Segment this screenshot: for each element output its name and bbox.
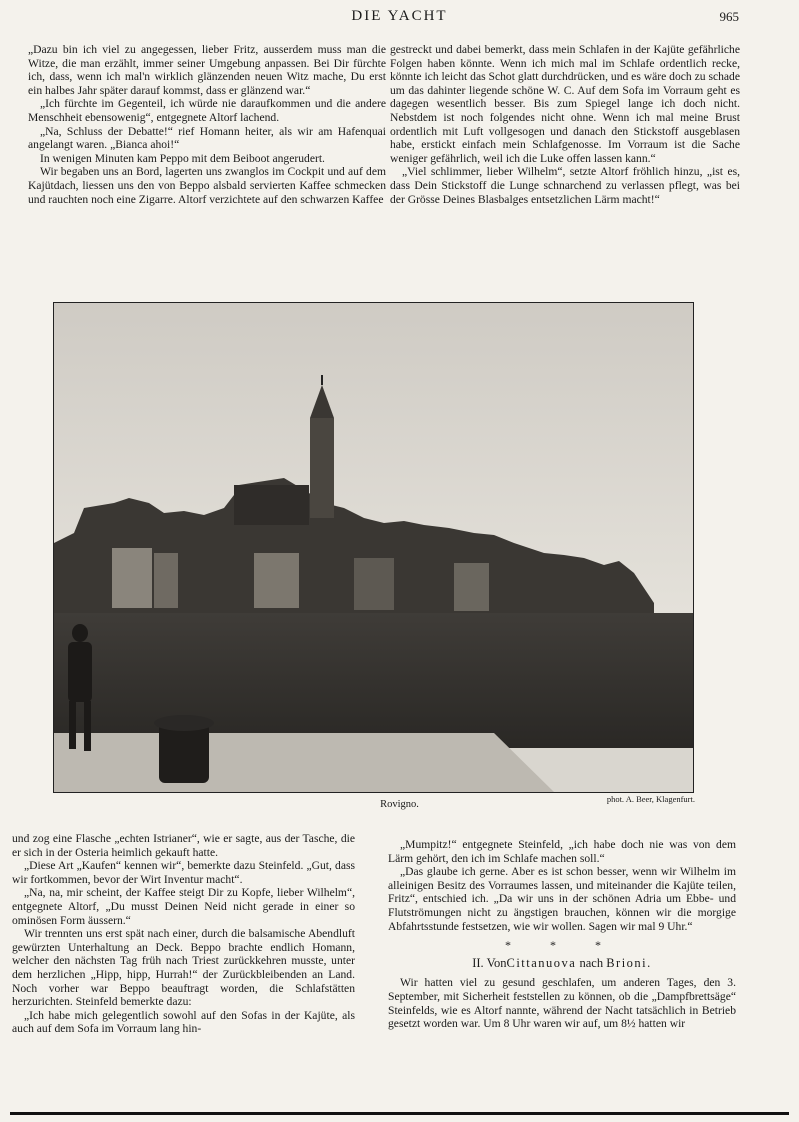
page-number: 965: [719, 9, 739, 24]
place-from: Cittanuova: [506, 955, 577, 970]
water: [54, 613, 693, 748]
house-front: [454, 563, 489, 611]
photograph-rovigno: [53, 302, 694, 793]
column-top-right: [390, 43, 740, 206]
figure-leg: [69, 701, 76, 749]
paragraph: In wenigen Minuten kam Peppo mit dem Beiboot angerudert.: [40, 151, 325, 165]
bell-tower: [310, 418, 334, 518]
bottom-rule: [10, 1112, 789, 1115]
quay: [54, 733, 554, 792]
paragraph: „Ich fürchte im Gegenteil, ich würde nie daraufkommen und die andere Menschheit ebensowenig“, entgegnete Altorf lachend.: [28, 97, 386, 124]
paragraph: und zog eine Flasche „echten Istrianer“, wie er sagte, aus der Tasche, die er sich in der Osteria heimlich gekauft hatte.: [12, 832, 355, 859]
paragraph: Wir trennten uns erst spät nach einer, durch die balsamische Abendluft gewürzten Unterhaltung an Deck. Beppo brachte endlich Homann, welcher den nächsten Tag früh nach Triest zurückkehren musste, unter dem herzlichen „Hipp, hipp, Hurrah!“ der Zurückbleibenden an Land. Noch vorher war Beppo beauftragt worden, die Schlafstätten herzurichten. Steinfeld bemerkte dazu:: [12, 927, 355, 1009]
column-bottom-left: [12, 832, 355, 1036]
paragraph: „Das glaube ich gerne. Aber es ist schon besser, wenn wir Wilhelm im alleinigen Besitz des Vorraumes lassen, und miteinander die Kajüte teilen, Fritz“, entschied ich. „Da wir uns in der schönen Adria um Ebbe- und Flutströmungen nicht zu ängstigen brauchen, können wir die morgige Abfahrtsstunde festsetzen, wie wir wollen. Sagen wir mal 9 Uhr.“: [388, 865, 736, 933]
column-top-left: [28, 43, 386, 206]
section-divider-stars: * * *: [505, 938, 619, 953]
figure-head: [72, 624, 88, 642]
section-heading-word: Von: [486, 955, 507, 970]
house-front: [354, 558, 394, 610]
house-front: [254, 553, 299, 608]
paragraph: gestreckt und dabei bemerkt, dass mein Schlafen in der Kajüte gefährliche Folgen haben könnte. Wenn ich mich mal im Schlafe ordentlich recke, könnte ich leicht das Schot glatt durchdrücken, und es wäre doch zu schade um das dahinter liegende schöne W. C. Auf dem Sofa im Vorraum geht es dagegen wesentlich besser. Bis zum Spiegel lange ich doch nicht. Nebstdem ist noch folgendes nicht ohne. Wenn ich mal meine Brust ordentlich mit Luft vollgesogen und danach den Stickstoff ausgeblasen habe, erstickt einfach mein Schlafgenosse. Im Vorraum ist die Sache weniger gefährlich, weil ich die Luke offen lassen kann.“: [390, 43, 740, 165]
paragraph: „Diese Art „Kaufen“ kennen wir“, bemerkte dazu Steinfeld. „Gut, dass wir fortkommen, bevor der Wirt Inventur macht“.: [12, 859, 355, 886]
section-heading: [388, 957, 736, 971]
bollard-top: [154, 715, 214, 731]
photo-credit: phot. A. Beer, Klagenfurt.: [606, 794, 695, 804]
section-heading-word: nach: [579, 955, 604, 970]
paragraph: „Dazu bin ich viel zu angegessen, lieber Fritz, ausserdem muss man die Witze, die man erzählt, immer seiner Umgebung anpassen. Bei Dir fürchte ich, dass, wenn ich mal'n wirklich glänzenden neuen Witz mache, Du erst ein halbes Jahr später darauf kommst, dass er glänzend war.“: [28, 43, 386, 97]
church: [234, 485, 309, 525]
paragraph: „Viel schlimmer, lieber Wilhelm“, setzte Altorf fröhlich hinzu, „ist es, dass Dein Stickstoff die Lunge schnarchend zu verlassen pflegt, was bei der Grösse Deines Blasbalges entsetzlichen Lärm macht!“: [390, 165, 740, 206]
column-bottom-right: [388, 838, 736, 1031]
figure-caption: Rovigno.: [380, 799, 419, 810]
paragraph: „Mumpitz!“ entgegnete Steinfeld, „ich habe doch nie was von dem Lärm gehört, den ich im Schlafe machen soll.“: [388, 838, 736, 865]
rovigno-harbor-illustration: [54, 303, 693, 792]
section-numeral: II.: [472, 955, 484, 970]
running-title: DIE YACHT: [351, 8, 448, 24]
house-front: [154, 553, 178, 608]
paragraph: Wir hatten viel zu gesund geschlafen, um anderen Tages, den 3. September, mit Sicherheit feststellen zu können, ob die „Dampfbrettsäge“ Steinfelds, wie es Altorf nannte, während der Nacht tatsächlich in Betrieb gesetzt worden war. Um 8 Uhr waren wir auf, um 8½ hatten wir: [388, 976, 736, 1031]
paragraph: „Na, na, mir scheint, der Kaffee steigt Dir zu Kopfe, lieber Wilhelm“, entgegnete Altorf, „Du musst Deinen Neid nicht gerade in einer so ominösen Form äussern.“: [12, 886, 355, 927]
bollard: [159, 723, 209, 783]
figure-leg: [84, 701, 91, 751]
house-front: [112, 548, 152, 608]
paragraph: „Ich habe mich gelegentlich sowohl auf den Sofas in der Kajüte, als auch auf dem Sofa im Vorraum lang hin-: [12, 1008, 355, 1036]
place-to: Brioni.: [606, 955, 652, 970]
paragraph: „Na, Schluss der Debatte!“ rief Homann heiter, als wir am Hafenquai angelangt waren. „Bianca ahoi!“: [28, 124, 386, 152]
paragraph: Wir begaben uns an Bord, lagerten uns zwanglos im Cockpit und auf dem Kajütdach, liessen uns den von Beppo alsbald servierten Kaffee schmecken und rauchten noch eine Zigarre. Altorf verzichtete auf den schwarzen Kaffee: [28, 165, 386, 206]
figure-body: [68, 642, 92, 702]
